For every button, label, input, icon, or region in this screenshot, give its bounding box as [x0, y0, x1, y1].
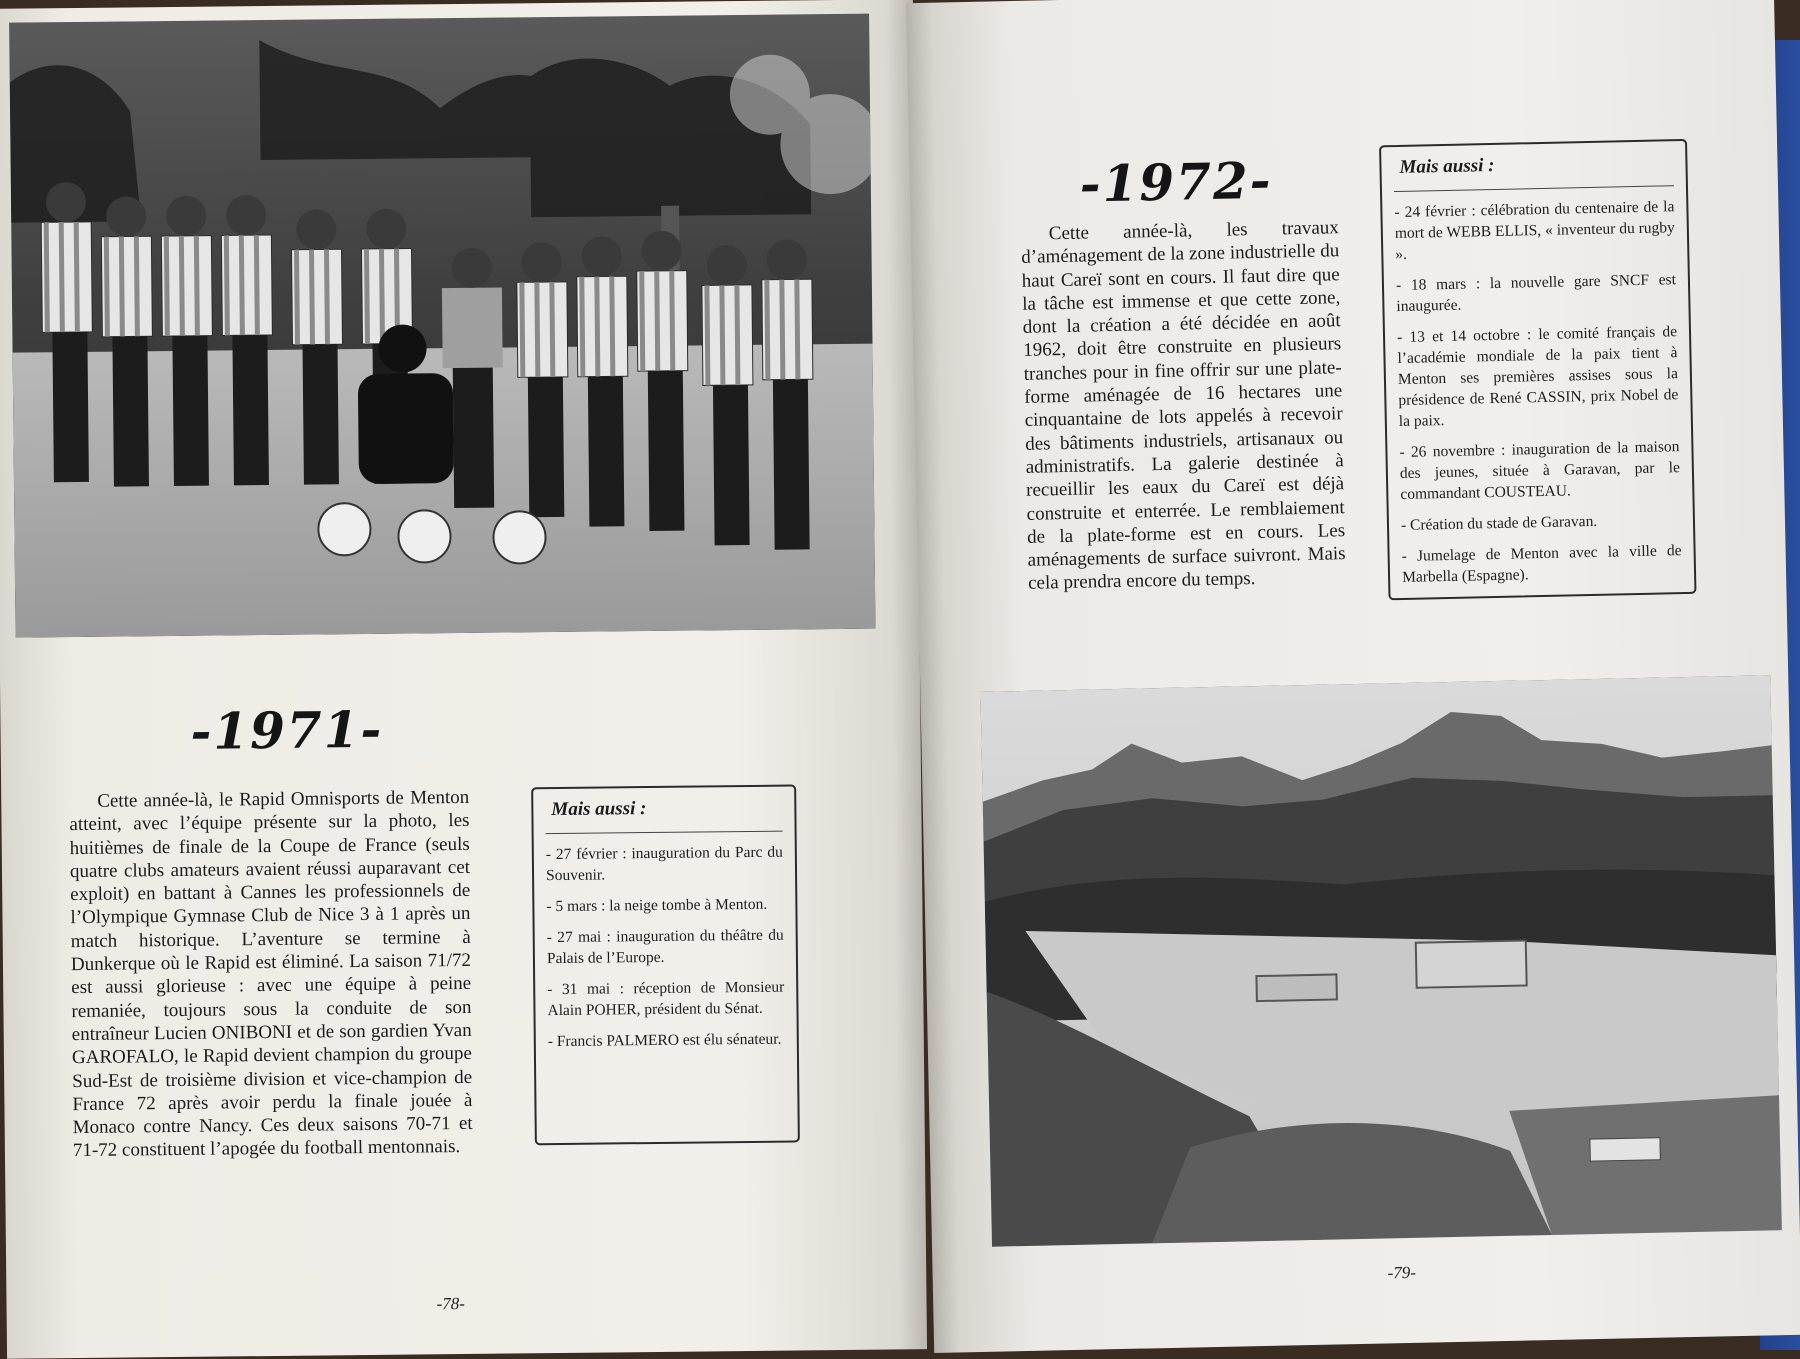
aside-box-1972 — [1379, 139, 1696, 600]
aside-item: - Jumelage de Menton avec la ville de Marbella (Espagne). — [1401, 542, 1682, 586]
aside-item: - 5 mars : la neige tombe à Menton. — [546, 895, 768, 916]
aside-box-1971 — [531, 784, 800, 1145]
aside-item: - 26 novembre : inauguration de la maison des jeunes, située à Garavan, par le commandant COUSTEAU. — [1399, 438, 1681, 503]
year-heading-1972: -1972- — [1079, 150, 1274, 214]
aside-item: - 18 mars : la nouvelle gare SNCF est inaugurée. — [1395, 271, 1677, 316]
industrial-zone-photo — [980, 675, 1781, 1246]
aside-item: - 24 février : célébration du centenaire de la mort de WEBB ELLIS, « inventeur du rugby ». — [1394, 198, 1676, 264]
aside-item: - 27 février : inauguration du Parc du Souvenir. — [545, 843, 783, 885]
aside-item: - 31 mai : réception de Monsieur Alain POHER, président du Sénat. — [547, 978, 785, 1020]
page-number-right: -79- — [1387, 1262, 1417, 1283]
body-text-1971: Cette année-là, le Rapid Omnisports de Menton atteint, avec l’équipe présente sur la photo, les huitièmes de finale de la Coupe de France (seuls quatre clubs amateurs avaient réussi auparavant cet exploit) en battant à Cannes les professionnels de l’Olympique Gymnase Club de Nice 3 à 1 après un match historique. L’aventure se termine à Dunkerque où le Rapid est éliminé. La saison 71/72 est aussi glorieuse : avec une équipe à peine remaniée, toujours sous la conduite de son entraîneur Lucien ONIBONI et de son gardien Yvan GAROFALO, le Rapid devient champion du groupe Sud-Est de troisième division et vice-champion de France 72 après avoir perdu la finale jouée à Monaco contre Nancy. Ces deux saisons 70-71 et 71-72 constituent l’apogée du football mentonnais. — [69, 786, 473, 1162]
body-text-1972: Cette année-là, les travaux d’aménagement de la zone industrielle du haut Careï sont en cours. Il faut dire que la tâche est immense et que cette zone, dont la création a été décidée en août 1962, doit être construite en plusieurs tranches pour in fine offrir sur une plate-forme aménagée de 16 hectares une cinquantaine de lots appelés à recevoir des bâtiments industriels, artisanaux ou administratifs. La galerie destinée à recueillir les eaux du Careï est déjà construite et enterrée. Le remblaiement de la plate-forme est en cours. Les aménagements de surface suivront. Mais cela prendra encore du temps. — [1021, 217, 1346, 595]
aside-title: Mais aussi : — [545, 797, 782, 834]
aside-item: - Création du stade de Garavan. — [1400, 512, 1598, 534]
aside-item: - Francis PALMERO est élu sénateur. — [547, 1030, 782, 1051]
aside-item: - 13 et 14 octobre : le comité français de l’académie mondiale de la paix tient à Menton ses premières assises sous la présidence de René CASSIN, prix Nobel de la paix. — [1396, 323, 1679, 431]
year-heading-1971: -1971- — [190, 699, 384, 761]
aside-item: - 27 mai : inauguration du théâtre du Palais de l’Europe. — [546, 926, 784, 968]
team-photo — [9, 14, 875, 638]
page-number-left: -78- — [436, 1293, 465, 1314]
aside-title: Mais aussi : — [1393, 151, 1674, 192]
right-page — [906, 0, 1800, 1353]
